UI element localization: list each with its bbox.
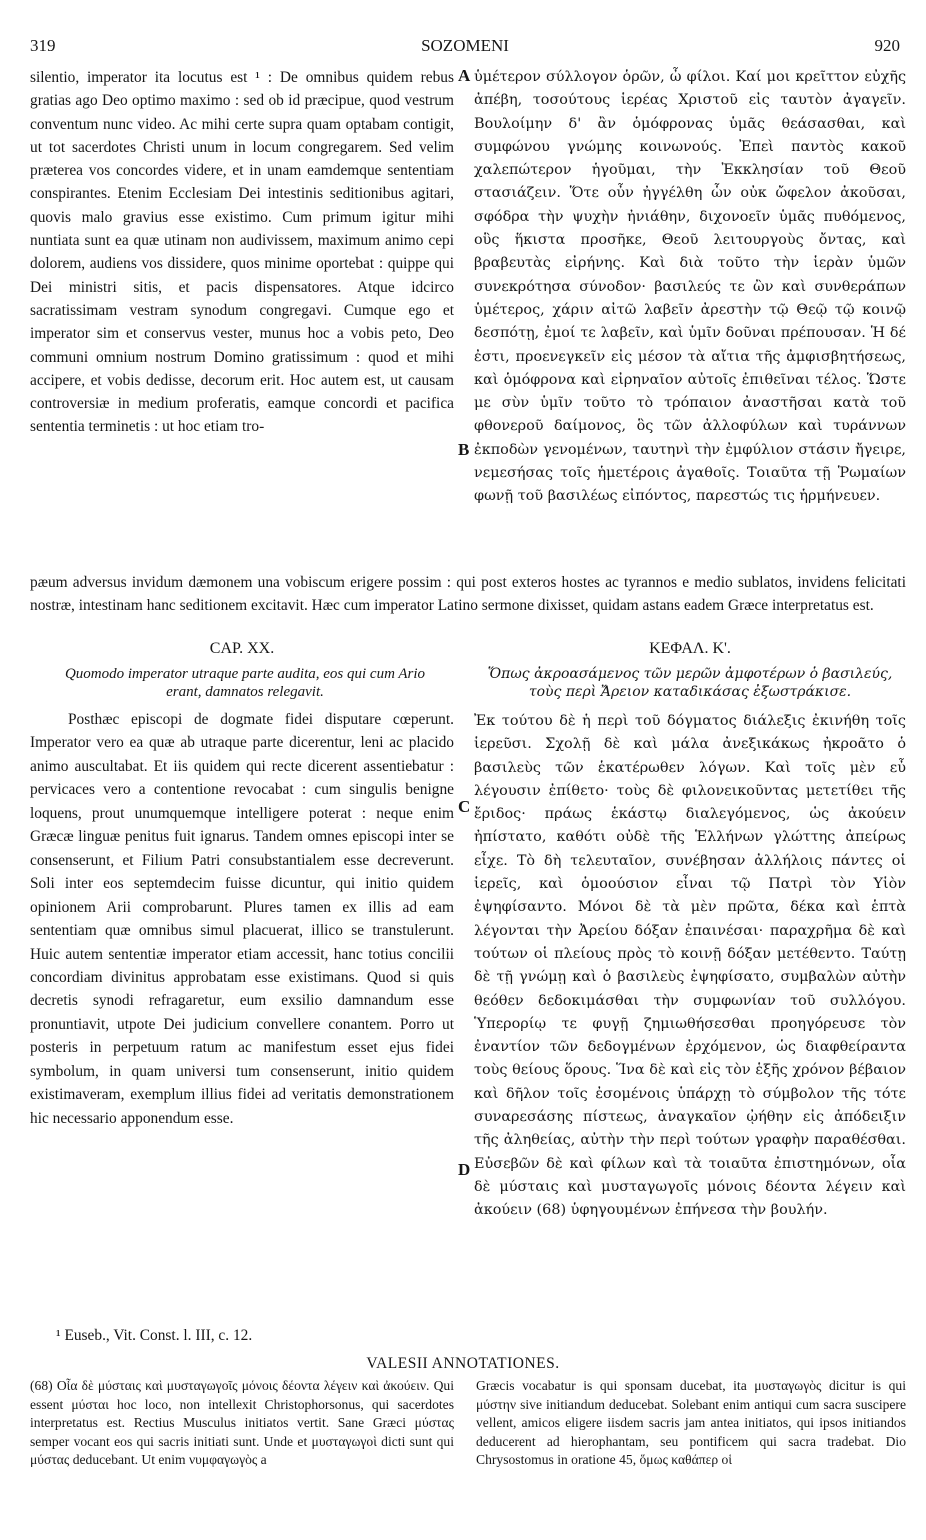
latin-text-top: silentio, imperator ita locutus est ¹ : De omnibus quidem rebus gratias ago Deo optimo maximo : sed ob id præcipue, quod vestrum conventum nunc video. Ac mihi certe supra quam optabam contigit, ut tot sacerdotes Christi unum in locum congregarem. Sed velim præterea vos concordes videre, et in unam eamdemque sententiam conspirantes. Etenim Ecclesiam Dei intestinis seditionibus agitari, quovis malo gravius esse existimo. Cum primum igitur mihi nuntiata sunt ea quæ utinam non audivissem, maximum animo cepi dolorem, audiens vos dissidere, quos minime oportebat : quippe qui Dei ministri sitis, et pacis dispensatores. Atque idcirco sacratissimam vestram synodum congregavi. Cumque ego et imperator sim et conservus vester, munus hoc a vobis peto, Deo communi omnium nostrum Domino gratissimum : quod et mihi accipere, et vobis dedisse, decorum erit. Hoc autem est, ut causam controversiæ in medium proferatis, eamque concordi et pacifica sententia terminetis : ut hoc etiam tro- <box>30 69 454 436</box>
annotation-left: (68) Οἷα δὲ μύσταις καὶ μυσταγωγοῖς μόνοις δέοντα λέγειν καὶ ἀκούειν. Qui essent μύσται hoc loco, non intellexit Christophorsonus, qui sacerdotes interpretatus est. Rectius Musculus initiatos vertit. Sane Græci μύστας semper vocant eos qui sacris initiati sunt. Unde et μυσταγωγοὶ dicti sunt qui μύστας deducebant. Ut enim νυμφαγωγὸς a <box>30 1378 454 1468</box>
greek-text-top: ὑμέτερον σύλλογον ὁρῶν, ὦ φίλοι. Καί μοι κρεῖττον εὐχῆς ἀπέβη, τοσούτους ἱερέας Χριστοῦ εἰς ταυτὸν ἀγαγεῖν. Βουλοίμην δ' ἂν ὁμόφρονας ὑμᾶς θεάσασθαι, καὶ συμφώνου γνώμης κοινωνούς. Ἐπεὶ παντὸς κακοῦ χαλεπώτερον ἡγοῦμαι, τὴν Ἐκκλησίαν τοῦ Θεοῦ στασιάζειν. Ὅτε οὖν ἠγγέλθη ὧν οὐκ ὤφελον ἀκοῦσαι, σφόδρα τὴν ψυχὴν ἠνιάθην, διχονοεῖν ὑμᾶς πυθόμενος, οὓς ἥκιστα προσῆκε, Θεοῦ λειτουργοὺς ὄντας, καὶ βραβευτὰς εἰρήνης. Καὶ διὰ τοῦτο τὴν ἱερὰν ὑμῶν συνεκρότησα σύνοδον· βασιλεύς τε ὢν καὶ συνθεράπων ὑμέτερος, χάριν αἰτῶ λαβεῖν ἀρεστὴν τῷ Θεῷ τῷ κοινῷ δεσπότῃ, ἐμοί τε λαβεῖν, καὶ ὑμῖν δοῦναι πρέπουσαν. Ἡ δέ ἐστι, προενεγκεῖν εἰς μέσον τὰ αἴτια τῆς ἀμφισβητήσεως, καὶ ὁμόφρονα καὶ εἰρηναῖον αὐτοῖς ἐπιθεῖναι τέλος. Ὥστε με σὺν ὑμῖν τοῦτο τὸ τρόπαιον ἀναστῆσαι κατὰ τοῦ φθονεροῦ δαίμονος, ὃς τῶν ἀλλοφύλων καὶ τυράννων ἐκποδὼν γενομένων, ταυτηνὶ τὴν ἐμφύλιον στάσιν ἤγειρε, νεμεσήσας τοῖς ἡμετέροις ἀγαθοῖς. Τοιαῦτα τῇ Ῥωμαίων φωνῇ τοῦ βασιλέως εἰπόντος, παρεστώς τις ἡρμήνευεν. <box>474 69 906 505</box>
latin-text-body: Posthæc episcopi de dogmate fidei disputare cœperunt. Imperator vero ea quæ ab utraque parte dicerentur, leni ac placido animo auscultabat. Et iis quidem qui recte dicerent assentiebatur : pervicaces vero a contentione revocabat : cum singulis benigne loquens, prout unumquemque intelligere poterat : neque enim Græcæ linguæ penitus fuit ignarus. Tandem omnes episcopi inter se consenserunt, et Filium Patri consubstantialem esse decreverunt. Soli inter eos septemdecim fuisse dicuntur, qui initio quidem opinionem Arii comprobarunt. Plures tamen ex illis ad eam sententiam quæ omnibus simul placuerat, illico se transtulerunt. Huic autem sententiæ imperator etiam accessit, hanc totius concilii concordiam divinitus approbatam esse existimans. Quod si quis decretis synodi refragaretur, eum exsilio damnandum esse pronuntiavit, utpote Dei judicium convellere conantem. Porro ut posteris in perpetuum ratum ac manifestum esset ejus fidei symbolum, in quam universi tum consenserunt, initio quidem existimaveram, exemplum illius fidei ad veritatis demonstrationem hic necessario apponendum esse. <box>30 711 454 1127</box>
greek-column-top <box>474 66 906 509</box>
section-marker-b: B <box>458 440 470 459</box>
running-title: SOZOMENI <box>421 36 509 55</box>
latin-full-width <box>30 571 906 618</box>
greek-text-body: Ἐκ τούτου δὲ ἡ περὶ τοῦ δόγματος διάλεξις ἐκινήθη τοῖς ἱερεῦσι. Σχολῇ δὲ καὶ μάλα ἀνεξικάκως ἠκροᾶτο ὁ βασιλεὺς τῶν ἑκατέρωθεν λόγων. Καὶ τοῖς μὲν εὖ λέγουσιν ἐπίθετο· τοὺς δὲ φιλονεικοῦντας μετετίθει τῆς ἔριδος· πράως ἑκάστῳ διαλεγόμενος, ὡς ἀκούειν ἠπίστατο, καθότι οὐδὲ τῆς Ἑλλήνων γλώττης ἀπείρως εἶχε. Τὸ δὴ τελευταῖον, συνέβησαν ἀλλήλοις πάντες οἱ ἱερεῖς, καὶ ὁμοούσιον εἶναι τῷ Πατρὶ τὸν Υἱὸν ἐψηφίσαντο. Μόνοι δὲ τὰ μὲν πρῶτα, δέκα καὶ ἑπτὰ λέγονται τὴν Ἀρείου δόξαν ἐπαινέσαι· παραχρῆμα δὲ καὶ τούτων οἱ πλείους πρὸς τὸ κοινῇ δόξαν μετέθεντο. Ταύτῃ δὲ τῇ γνώμῃ καὶ ὁ βασιλεὺς ἐψηφίσατο, συμβαλὼν αὐτὴν θεόθεν δεδοκιμάσθαι τὴν συμφωνίαν τοῦ συλλόγου. Ὑπερορίῳ τε φυγῇ ζημιωθήσεσθαι προηγόρευσε τὸν ἐναντίον τῶν δεδογμένων ἐρχόμενον, ὡς διαφθείραντα τοὺς θείους ὅρους. Ἵνα δὲ καὶ εἰς τὸν ἑξῆς χρόνον βέβαιον καὶ δῆλον τοῖς ἐσομένοις ὑπάρχῃ τὸ σύμβολον τῆς τότε συναρεσάσης πίστεως, ἀναγκαῖον ᾠήθην εἰς ἀπόδειξιν τῆς ἀληθείας, αὐτὴν τὴν περὶ τούτων γραφὴν παραθέσθαι. Εὐσεβῶν δὲ καὶ φίλων καὶ τὰ τοιαῦτα ἐπιστημόνων, οἷα δὲ μύσταις καὶ μυσταγωγοῖς μόνοις δέοντα λέγειν καὶ ἀκούειν (68) ὑφηγουμένων ἐπήνεσα τὴν βουλήν. <box>474 713 906 1219</box>
section-marker-d: D <box>458 1160 471 1179</box>
greek-column-body <box>474 710 906 1223</box>
chapter-heading-greek: ΚΕΦΑΛ. Κ'. <box>649 640 731 657</box>
section-marker-c: C <box>458 797 471 816</box>
running-header <box>30 36 900 60</box>
chapter-heading-latin: CAP. XX. <box>209 640 275 657</box>
annotation-right: Græcis vocabatur is qui sponsam ducebat, ita μυσταγωγὸς dicitur is qui μύστην sive initiandum deducebat. Solebant enim antiqui cum sacra suscipere vellent, amicos eligere iisdem sacris jam antea initiatos, qui ipsos initiandos deducerent ad hierophantam, seu pontificem qui sacra tradebat. Dio Chrysostomus in oratione 45, ὅμως καθάπερ οἱ <box>476 1378 906 1468</box>
chapter-summary-latin: Quomodo imperator utraque parte audita, eos qui cum Ario erant, damnatos relegavit. <box>64 666 426 700</box>
page-number-left: 319 <box>30 36 56 55</box>
chapter-summary-greek: Ὅπως ἀκροασάμενος τῶν μερῶν ἀμφοτέρων ὁ βασιλεύς, τοὺς περὶ Ἄρειον καταδικάσας ἐξωστράκισε. <box>487 666 893 700</box>
annotations-title: VALESII ANNOTATIONES. <box>366 1355 560 1372</box>
section-marker-a: A <box>458 66 471 85</box>
latin-column-top <box>30 66 454 439</box>
page-number-right: 920 <box>874 36 900 55</box>
latin-text-full: pæum adversus invidum dæmonem una vobiscum erigere possim : qui post exteros hostes ac tyrannos e medio sublatos, invidens felicitati nostræ, intestinam hanc seditionem excitavit. Hæc cum imperator Latino sermone dixisset, quidam astans eadem Græce interpretatus est. <box>30 574 906 615</box>
footnote: ¹ Euseb., Vit. Const. l. III, c. 12. <box>56 1327 253 1344</box>
latin-column-body <box>30 708 454 1130</box>
